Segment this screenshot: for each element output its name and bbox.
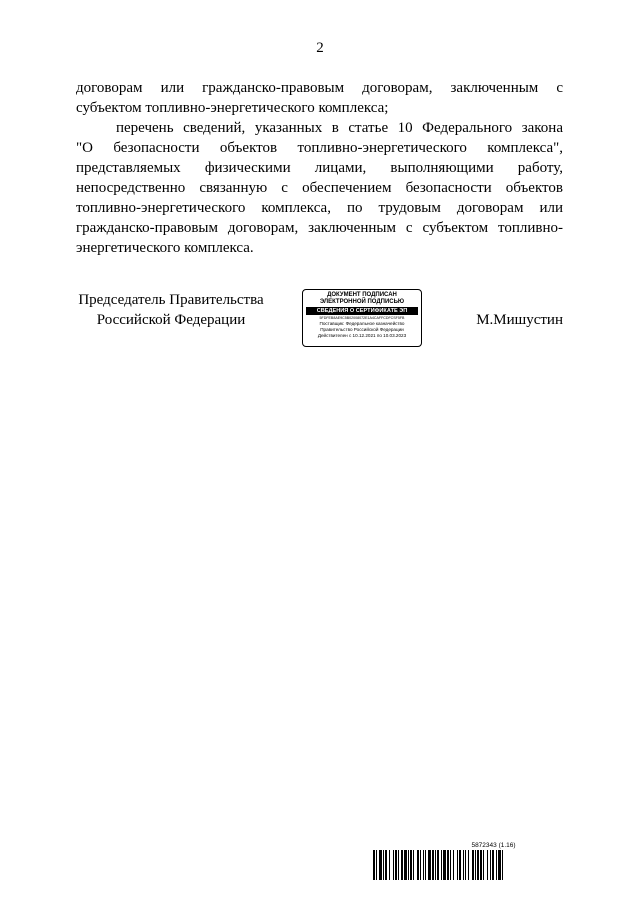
footer-barcode-block bbox=[373, 842, 564, 880]
electronic-signature-stamp bbox=[302, 289, 422, 347]
stamp-serial: 5FDFEB8AE9C5B02008072E1A4CAFFCDFCSF5FB bbox=[319, 316, 405, 320]
stamp-validity: Действителен с 10.12.2021 по 10.03.2023 bbox=[317, 333, 407, 338]
signer-title-line-2: Российской Федерации bbox=[96, 312, 246, 328]
document-body bbox=[76, 78, 563, 258]
text-line: непосредственно связанную с обеспечением безопасности объектов bbox=[76, 180, 563, 196]
paragraph-2 bbox=[76, 118, 563, 258]
text-line: субъектом топливно-энергетического комплекса; bbox=[76, 100, 389, 116]
text-line: энергетического комплекса. bbox=[76, 240, 254, 256]
barcode-icon bbox=[373, 850, 564, 880]
text-line: договорам или гражданско-правовым договорам, заключенным с bbox=[76, 80, 563, 96]
text-line: гражданско-правовым договорам, заключенным с субъектом топливно- bbox=[76, 220, 563, 236]
text-line: "О безопасности объектов топливно-энергетического комплекса", bbox=[76, 140, 563, 156]
paragraph-1 bbox=[76, 78, 563, 118]
text-line: представляемых физическими лицами, выполняющими работу, bbox=[76, 160, 563, 176]
signer-name: М.Мишустин bbox=[476, 312, 563, 328]
signer-title-line-1: Председатель Правительства bbox=[78, 292, 264, 308]
signer-title bbox=[76, 290, 266, 330]
document-code: 5872343 (1.16) bbox=[471, 842, 516, 849]
text-line: перечень сведений, указанных в статье 10 Федерального закона bbox=[116, 120, 563, 136]
text-line: топливно-энергетического комплекса, по трудовым договорам или bbox=[76, 200, 563, 216]
stamp-issuer-1: Поставщик: Федеральное казначейство bbox=[319, 321, 405, 326]
page-number: 2 bbox=[316, 40, 324, 56]
stamp-heading-1: ДОКУМЕНТ ПОДПИСАН bbox=[327, 292, 397, 298]
stamp-certificate-bar: СВЕДЕНИЯ О СЕРТИФИКАТЕ ЭП bbox=[306, 307, 418, 315]
stamp-issuer-2: Правительство Российской Федерации bbox=[320, 327, 404, 332]
stamp-heading-2: ЭЛЕКТРОННОЙ ПОДПИСЬЮ bbox=[319, 299, 405, 305]
